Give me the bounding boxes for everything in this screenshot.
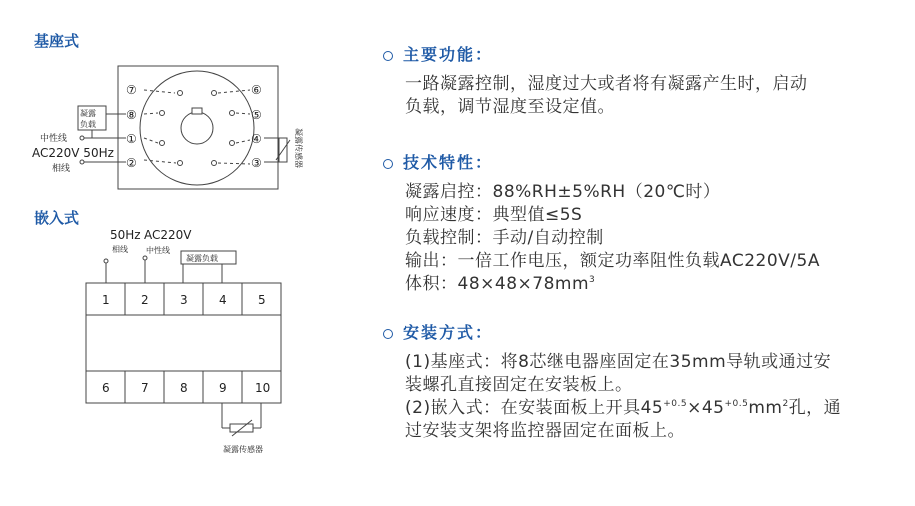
embed-terminal-2: 2: [141, 293, 149, 307]
embed-sensor-label: 凝露传感器: [223, 445, 263, 454]
base-terminal-7: ⑦: [126, 83, 137, 97]
base-load-label-1: 凝露: [80, 109, 96, 118]
embed-terminal-1: 1: [102, 293, 110, 307]
specs-list: [405, 181, 903, 296]
base-type-title: 基座式: [34, 32, 80, 50]
base-load-label-2: 负载: [80, 120, 96, 129]
spec-item: 输出：一倍工作电压，额定功率阻性负载AC220V/5A: [405, 251, 820, 271]
spec-item: 响应速度：典型值≤5S: [405, 205, 583, 225]
base-terminal-1: ①: [126, 132, 137, 146]
spec-item: 体积：$48\times 48\times 78mm^3$: [405, 274, 596, 294]
embed-terminal-8: 8: [180, 381, 188, 395]
base-terminal-3: ③: [251, 156, 262, 170]
base-sensor-label: 凝露传感器: [294, 128, 303, 168]
base-terminal-4: ④: [251, 132, 262, 146]
embed-terminal-4: 4: [219, 293, 227, 307]
base-terminal-2: ②: [126, 156, 137, 170]
embed-supply-50hz: 50Hz: [110, 228, 141, 242]
install-section: [383, 320, 908, 443]
functions-section: [383, 42, 903, 119]
circle-bullet-icon: [383, 51, 393, 61]
base-keyhole: [181, 112, 213, 144]
spec-item: 负载控制：手动/自动控制: [405, 228, 604, 248]
base-socket-circle: [140, 71, 254, 185]
embed-type-title: 嵌入式: [34, 209, 80, 227]
base-terminal-8: ⑧: [126, 108, 137, 122]
install-text: (1)基座式：将8芯继电器座固定在35mm导轨或通过安 装螺孔直接固定在安装板上。 (2)嵌入式：在安装面板上开具$45^{+0.5}\times 45^{+0.5}mm^2$孔，通 过安装支架将监控器固定在面板上。: [405, 352, 842, 441]
spec-item: 凝露启控：88%RH±5%RH（20℃时）: [405, 182, 721, 202]
base-terminal-6: ⑥: [251, 83, 262, 97]
embed-terminal-3: 3: [180, 293, 188, 307]
circle-bullet-icon: [383, 329, 393, 339]
embed-terminal-9: 9: [219, 381, 227, 395]
embed-load-label: 凝露负载: [186, 254, 218, 263]
base-supply-label: AC220V 50Hz: [32, 146, 114, 160]
embed-supply-ac: AC220V: [144, 228, 192, 242]
functions-text: 一路凝露控制，湿度过大或者将有凝露产生时，启动 负载，调节湿度至设定值。: [405, 74, 808, 117]
base-phase-label: 相线: [52, 164, 71, 174]
specs-section: [383, 150, 903, 296]
circle-bullet-icon: [383, 159, 393, 169]
embed-neutral-label: 中性线: [146, 246, 170, 255]
base-terminal-5: ⑤: [251, 108, 262, 122]
base-neutral-label: 中性线: [40, 134, 68, 144]
embed-terminal-7: 7: [141, 381, 149, 395]
install-heading: 安装方式：: [383, 320, 908, 343]
wiring-diagrams: [0, 0, 360, 506]
embed-terminal-6: 6: [102, 381, 110, 395]
specs-heading: 技术特性：: [383, 150, 903, 173]
embed-phase-label: 相线: [112, 245, 128, 254]
base-pins: [160, 91, 235, 166]
embed-terminal-10: 10: [255, 381, 271, 395]
functions-heading: 主要功能：: [383, 42, 903, 65]
embed-terminal-5: 5: [258, 293, 266, 307]
